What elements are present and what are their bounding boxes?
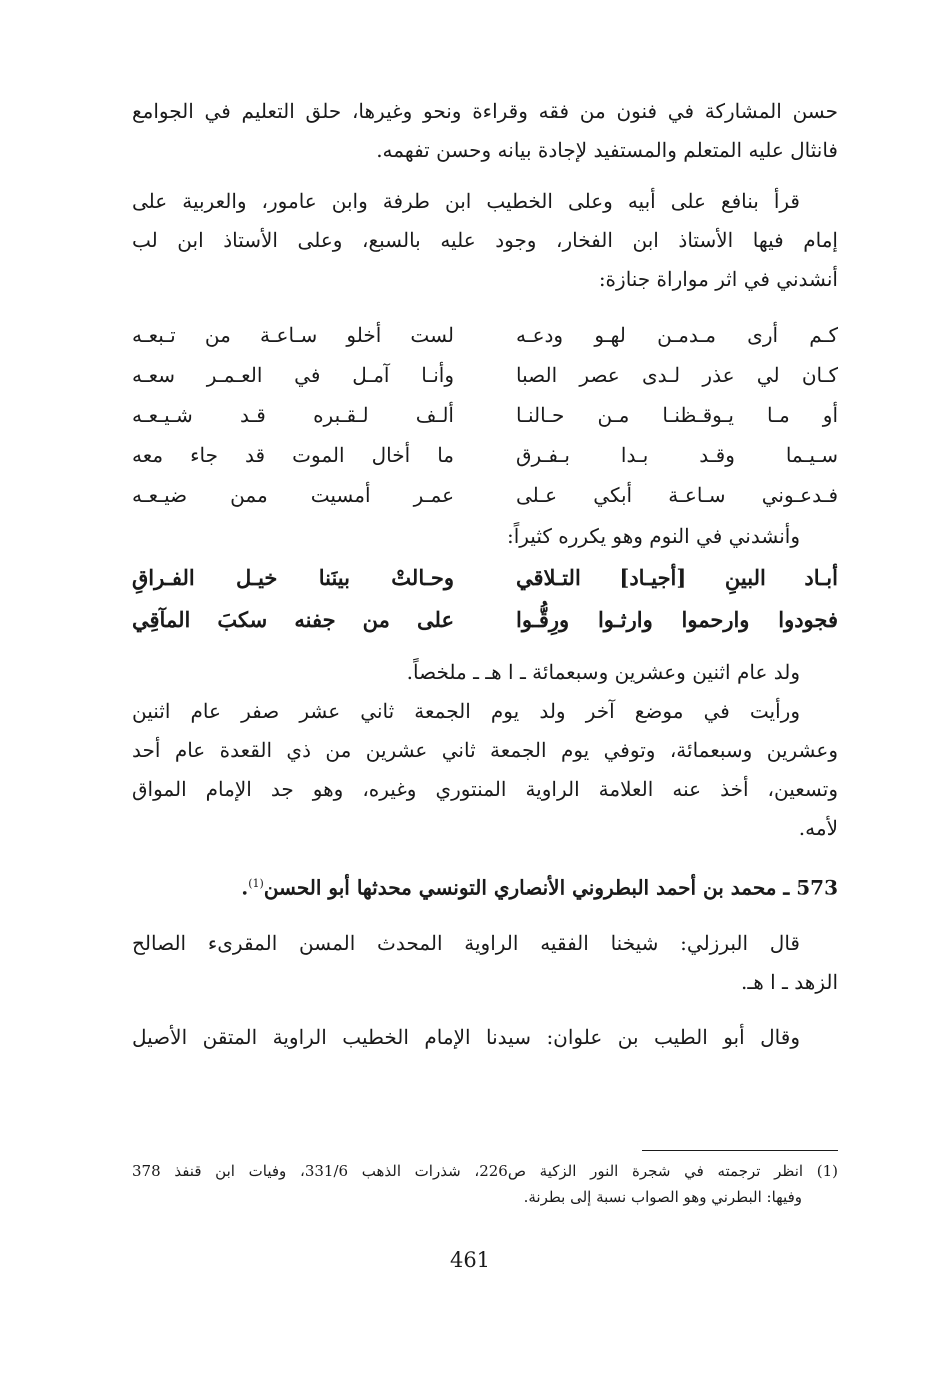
text-line: ورأيت في موضع آخر ولد يوم الجمعة ثاني عشر صفر عام اثنين bbox=[132, 699, 800, 723]
verse-second-hemistich: وحـالتْ بينَنا خيـل الفـراقِ bbox=[132, 565, 454, 590]
birth-note: ولد عام اثنين وعشرين وسبعمائة ـ ا هـ ـ ملخصاً. bbox=[406, 660, 800, 684]
verse-first-hemistich: أو مـا يـوقـظنـا مـن حـالنـا bbox=[516, 403, 838, 427]
entry-number: 573 bbox=[796, 875, 838, 900]
footnote-line: وفيها: البطرني وهو الصواب نسبة إلى بطرنة. bbox=[523, 1188, 802, 1206]
footnotes bbox=[132, 1158, 838, 1210]
text-line: وعشرين وسبعمائة، وتوفي يوم الجمعة ثاني عشرين من ذي القعدة عام أحد bbox=[132, 738, 838, 762]
entry-name: محمد بن أحمد البطروني الأنصاري التونسي محدثها أبو الحسن bbox=[263, 875, 777, 900]
verse-second-hemistich: عمـر أمسيت ممن ضيـعـه bbox=[132, 483, 454, 507]
poem-verse bbox=[132, 315, 838, 355]
verse-second-hemistich: ما أخال الموت قد جاء معه bbox=[132, 443, 454, 467]
verse-first-hemistich: كـان لي عذر لـدى عصر الصبا bbox=[516, 363, 838, 387]
entry-separator: ـ bbox=[783, 875, 790, 900]
text-line: فانثال عليه المتعلم والمستفيد لإجادة بيانه وحسن تفهمه. bbox=[376, 138, 838, 162]
poem-verse bbox=[132, 475, 838, 515]
paragraph-2 bbox=[132, 182, 838, 299]
text-line: وتسعين، أخذ عنه العلامة الراوية المنتوري وغيره، وهو جد الإمام المواق bbox=[132, 777, 838, 801]
verse-first-hemistich: كـم أرى مـدمـن لهـو ودعـه bbox=[516, 323, 838, 347]
text-line: قال البرزلي: شيخنا الفقيه الراوية المحدث المسن المقرىء الصالح bbox=[132, 930, 800, 955]
poem-verse bbox=[132, 599, 838, 641]
entry-end: . bbox=[241, 875, 249, 900]
paragraph-3 bbox=[132, 692, 838, 848]
verse-first-hemistich: فجودوا وارحموا وارثـوا ورِقُّـوا bbox=[516, 607, 838, 632]
text-line: وقال أبو الطيب بن علوان: سيدنا الإمام الخطيب الراوية المتقن الأصيل bbox=[132, 1024, 800, 1049]
verse-first-hemistich: فـدعـوني سـاعـة أبكي عـلى bbox=[516, 483, 838, 507]
footnote-1 bbox=[132, 1158, 838, 1210]
poem-2-intro: وأنشدني في النوم وهو يكرره كثيراً: bbox=[506, 524, 800, 548]
poem-second bbox=[132, 557, 838, 641]
verse-second-hemistich: ألـف لـقـبره قـد شـيـعـه bbox=[132, 403, 454, 427]
text-line: الزهد ـ ا هـ. bbox=[741, 969, 838, 994]
text-line: إمام فيها الأستاذ ابن الفخار، وجود عليه بالسبع، وعلى الأستاذ ابن لب bbox=[132, 228, 838, 252]
poem-first bbox=[132, 315, 838, 515]
text-line: حسن المشاركة في فنون من فقه وقراءة ونحو وغيرها، حلق التعليم في الجوامع bbox=[132, 99, 838, 123]
poem-verse bbox=[132, 355, 838, 395]
verse-first-hemistich: أبـاد البينِ [أجيـاد] التـلاقي bbox=[516, 565, 838, 590]
text-line: لأمه. bbox=[798, 816, 838, 840]
page-number: 461 bbox=[449, 1248, 491, 1272]
poem-verse bbox=[132, 435, 838, 475]
verse-second-hemistich: لست أخلو سـاعـة من تـبعـه bbox=[132, 323, 454, 347]
entry-heading bbox=[132, 864, 838, 908]
paragraph-1 bbox=[132, 92, 838, 170]
footnote-line: (1) انظر ترجمته في شجرة النور الزكية ص226، شذرات الذهب 331/6، وفيات ابن قنفذ 378 bbox=[132, 1162, 839, 1180]
page-body bbox=[132, 92, 838, 1057]
verse-second-hemistich: على من جفنه سكبَ المآقِي bbox=[132, 607, 454, 632]
paragraph-5 bbox=[132, 1018, 838, 1057]
paragraph-4 bbox=[132, 924, 838, 1002]
verse-first-hemistich: سـيـما وقـد بـدا بـفـرق bbox=[516, 443, 838, 467]
poem-verse bbox=[132, 395, 838, 435]
text-line: قرأ بنافع على أبيه وعلى الخطيب ابن طرفة وابن عامور، والعربية على bbox=[132, 189, 800, 213]
poem-verse bbox=[132, 557, 838, 599]
footnote-separator bbox=[642, 1150, 838, 1151]
footnote-reference[interactable]: (1) bbox=[248, 877, 264, 890]
text-line: أنشدني في اثر مواراة جنازة: bbox=[598, 267, 838, 291]
verse-second-hemistich: وأنـا آمـل في العـمـر سعـه bbox=[132, 363, 454, 387]
